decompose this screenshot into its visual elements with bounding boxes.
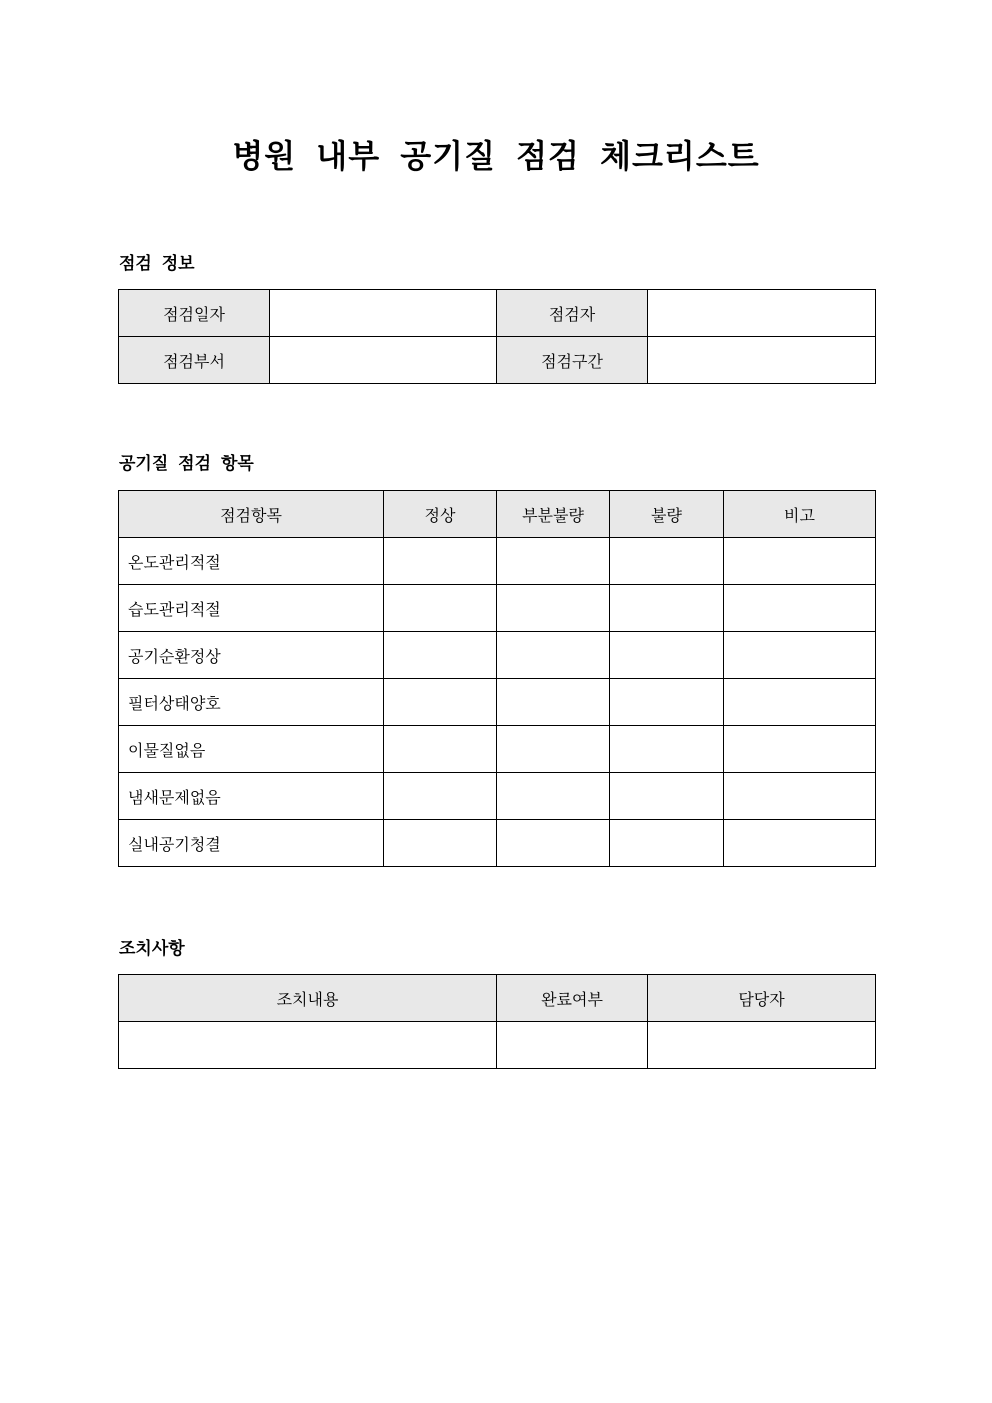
section-title-inspection-info: 점검 정보 — [119, 254, 195, 274]
remarks-cell[interactable] — [724, 820, 876, 867]
check-item-label: 온도관리적절 — [119, 538, 384, 585]
normal-cell[interactable] — [384, 585, 497, 632]
table-row — [119, 773, 876, 820]
partial-defect-cell[interactable] — [497, 632, 610, 679]
actions-table — [118, 974, 876, 1069]
normal-cell[interactable] — [384, 632, 497, 679]
table-row — [119, 726, 876, 773]
defective-cell[interactable] — [610, 726, 724, 773]
label-inspection-date: 점검일자 — [119, 290, 270, 337]
inspection-date-field[interactable] — [270, 290, 497, 337]
inspection-zone-field[interactable] — [648, 337, 876, 384]
remarks-cell[interactable] — [724, 726, 876, 773]
remarks-cell[interactable] — [724, 679, 876, 726]
defective-cell[interactable] — [610, 632, 724, 679]
table-row — [119, 538, 876, 585]
table-row — [119, 1022, 876, 1069]
check-item-label: 공기순환정상 — [119, 632, 384, 679]
table-row — [119, 290, 876, 337]
table-row — [119, 632, 876, 679]
completion-status-cell[interactable] — [497, 1022, 648, 1069]
normal-cell[interactable] — [384, 679, 497, 726]
header-check-item: 점검항목 — [119, 491, 384, 538]
section-title-air-quality-items: 공기질 점검 항목 — [119, 454, 254, 474]
check-item-label: 습도관리적절 — [119, 585, 384, 632]
page-title: 병원 내부 공기질 점검 체크리스트 — [232, 137, 760, 175]
table-row — [119, 337, 876, 384]
remarks-cell[interactable] — [724, 773, 876, 820]
partial-defect-cell[interactable] — [497, 726, 610, 773]
assignee-cell[interactable] — [648, 1022, 876, 1069]
inspector-field[interactable] — [648, 290, 876, 337]
header-remarks: 비고 — [724, 491, 876, 538]
remarks-cell[interactable] — [724, 632, 876, 679]
defective-cell[interactable] — [610, 585, 724, 632]
label-inspection-zone: 점검구간 — [497, 337, 648, 384]
label-inspection-department: 점검부서 — [119, 337, 270, 384]
check-item-label: 실내공기청결 — [119, 820, 384, 867]
normal-cell[interactable] — [384, 773, 497, 820]
partial-defect-cell[interactable] — [497, 773, 610, 820]
table-header-row — [119, 975, 876, 1022]
inspection-department-field[interactable] — [270, 337, 497, 384]
check-item-label: 필터상태양호 — [119, 679, 384, 726]
header-defective: 불량 — [610, 491, 724, 538]
header-completion-status: 완료여부 — [497, 975, 648, 1022]
label-inspector: 점검자 — [497, 290, 648, 337]
partial-defect-cell[interactable] — [497, 679, 610, 726]
table-row — [119, 820, 876, 867]
defective-cell[interactable] — [610, 538, 724, 585]
defective-cell[interactable] — [610, 773, 724, 820]
remarks-cell[interactable] — [724, 538, 876, 585]
remarks-cell[interactable] — [724, 585, 876, 632]
defective-cell[interactable] — [610, 820, 724, 867]
table-row — [119, 585, 876, 632]
header-partial-defect: 부분불량 — [497, 491, 610, 538]
check-item-label: 냄새문제없음 — [119, 773, 384, 820]
header-normal: 정상 — [384, 491, 497, 538]
air-quality-items-table — [118, 490, 876, 867]
normal-cell[interactable] — [384, 726, 497, 773]
header-assignee: 담당자 — [648, 975, 876, 1022]
header-action-content: 조치내용 — [119, 975, 497, 1022]
normal-cell[interactable] — [384, 820, 497, 867]
section-title-actions: 조치사항 — [119, 939, 185, 959]
normal-cell[interactable] — [384, 538, 497, 585]
defective-cell[interactable] — [610, 679, 724, 726]
check-item-label: 이물질없음 — [119, 726, 384, 773]
inspection-info-table — [118, 289, 876, 384]
partial-defect-cell[interactable] — [497, 538, 610, 585]
table-header-row — [119, 491, 876, 538]
partial-defect-cell[interactable] — [497, 820, 610, 867]
action-content-cell[interactable] — [119, 1022, 497, 1069]
partial-defect-cell[interactable] — [497, 585, 610, 632]
table-row — [119, 679, 876, 726]
